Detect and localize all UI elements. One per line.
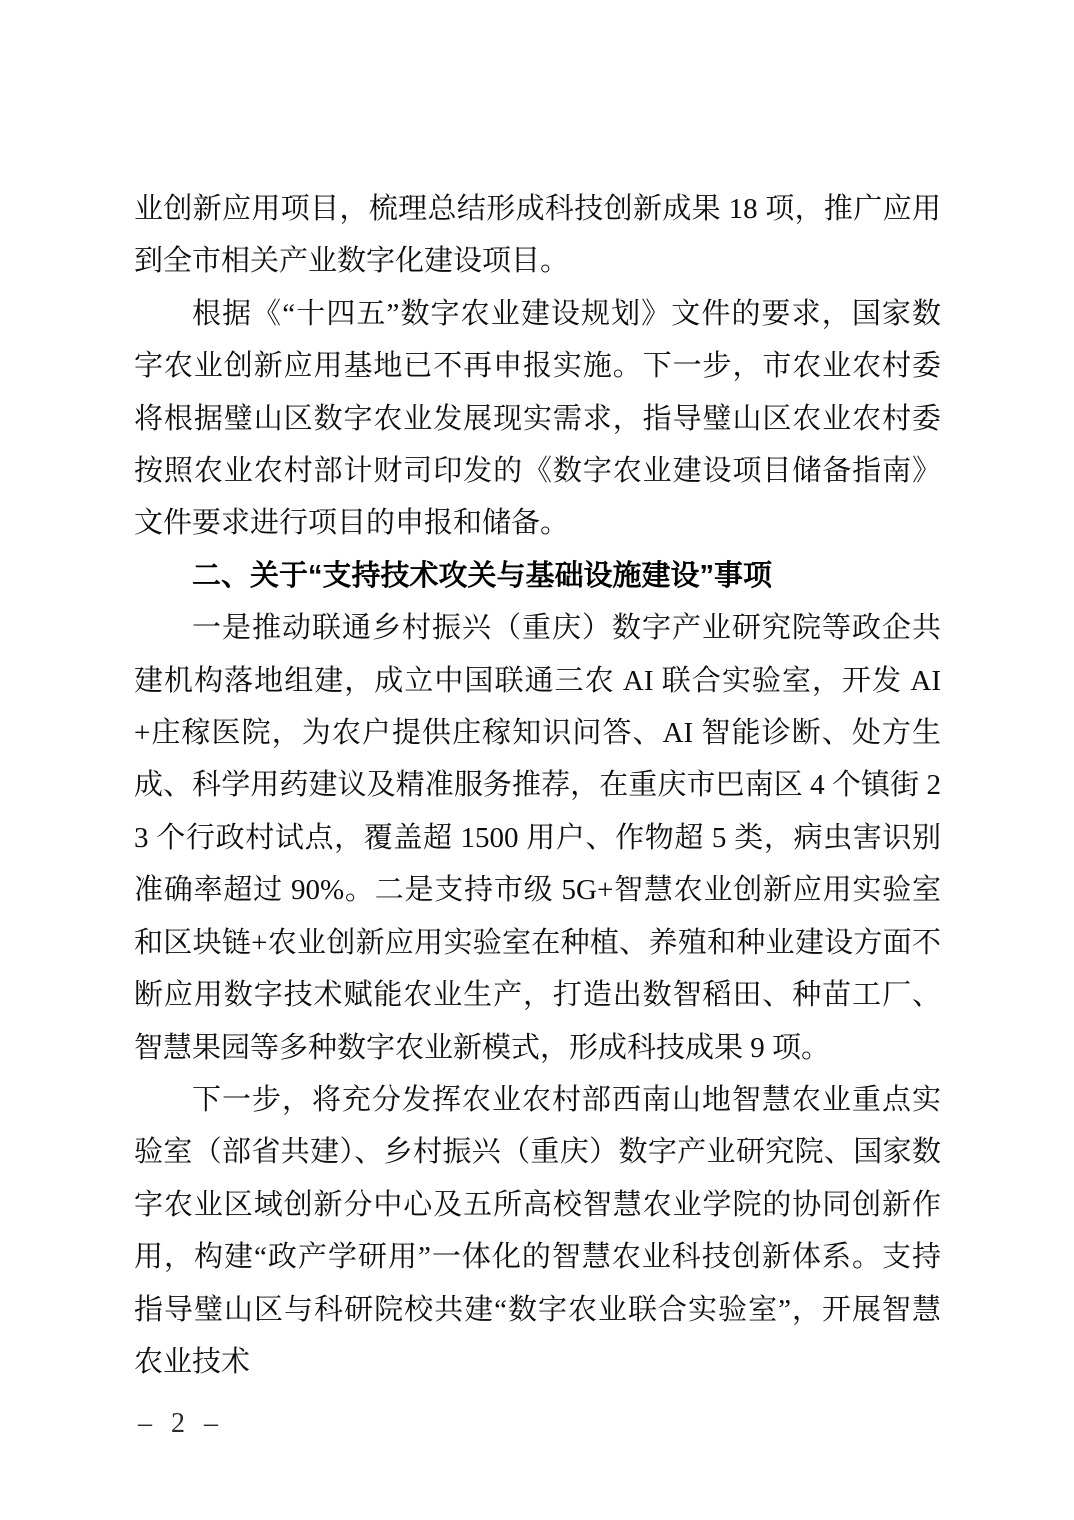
paragraph-continuation: 业创新应用项目，梳理总结形成科技创新成果 18 项，推广应用到全市相关产业数字化建设项目。 (134, 193, 941, 278)
section-heading-2: 二、关于“支持技术攻关与基础设施建设”事项 (192, 559, 773, 592)
page-number: – 2 – (138, 1408, 224, 1439)
document-body (134, 183, 941, 1388)
paragraph-next-steps: 下一步，将充分发挥农业农村部西南山地智慧农业重点实验室（部省共建）、乡村振兴（重庆）数字产业研究院、国家数字农业区域创新分中心及五所高校智慧农业学院的协同创新作用，构建“政产学研用”一体化的智慧农业科技创新体系。支持指导璧山区与科研院校共建“数字农业联合实验室”，开展智慧农业技术 (134, 1083, 941, 1378)
paragraph-tech-progress: 一是推动联通乡村振兴（重庆）数字产业研究院等政企共建机构落地组建，成立中国联通三农 AI 联合实验室，开发 AI+庄稼医院，为农户提供庄稼知识问答、AI 智能诊断、处方生成、科学用药建议及精准服务推荐，在重庆市巴南区 4 个镇街 23 个行政村试点，覆盖超 1500 用户、作物超 5 类，病虫害识别准确率超过 90%。二是支持市级 5G+智慧农业创新应用实验室和区块链+农业创新应用实验室在种植、养殖和种业建设方面不断应用数字技术赋能农业生产，打造出数智稻田、种苗工厂、智慧果园等多种数字农业新模式，形成科技成果 9 项。 (134, 612, 941, 1064)
paragraph-policy-basis: 根据《“十四五”数字农业建设规划》文件的要求，国家数字农业创新应用基地已不再申报实施。下一步，市农业农村委将根据璧山区数字农业发展现实需求，指导璧山区农业农村委按照农业农村部计财司印发的《数字农业建设项目储备指南》文件要求进行项目的申报和储备。 (134, 297, 941, 540)
